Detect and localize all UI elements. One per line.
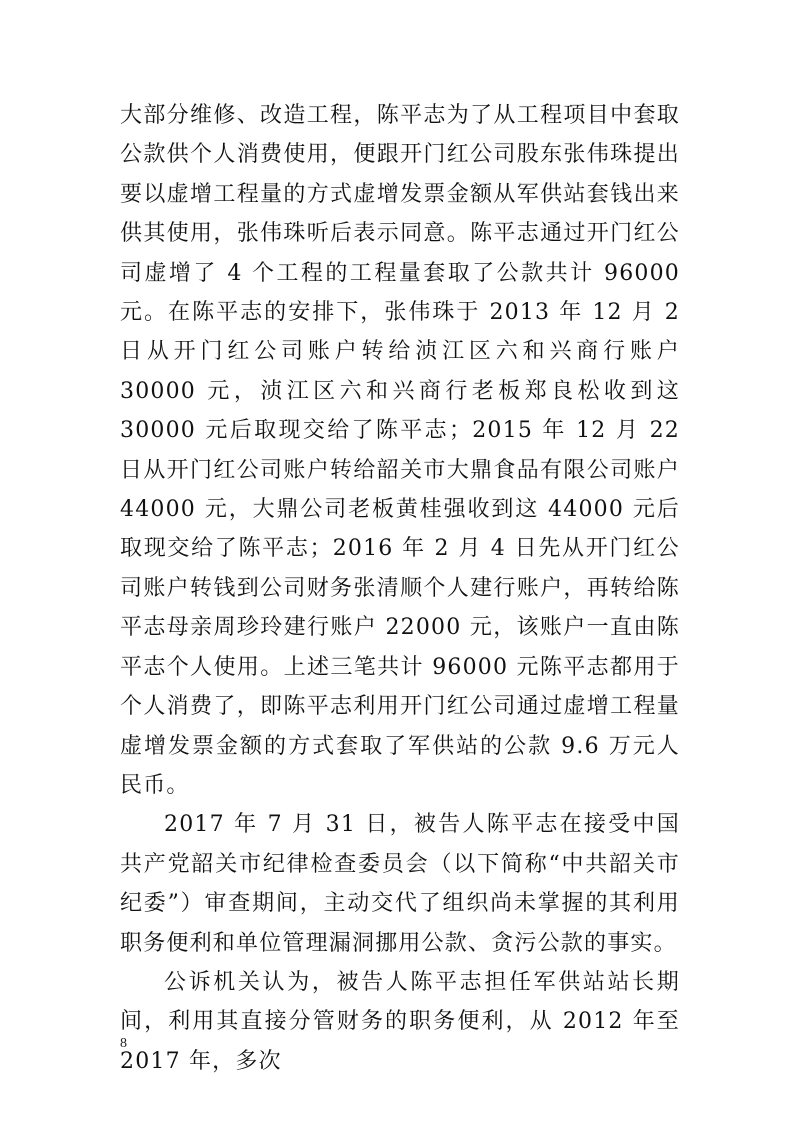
paragraph-prosecution: 公诉机关认为，被告人陈平志担任军供站站长期间，利用其直接分管财务的职务便利，从 2012 年至 2017 年，多次 — [120, 969, 680, 1074]
paragraph-confession: 2017 年 7 月 31 日，被告人陈平志在接受中国共产党韶关市纪律检查委员会（以下简称“中共韶关市纪委”）审查期间，主动交代了组织尚未掌握的其利用职务便利和单位管理漏洞挪用公款、贪污公款的事实。 — [120, 812, 680, 956]
page-number: 8 — [120, 1036, 127, 1051]
document-body — [120, 96, 680, 1081]
paragraph-continuation: 大部分维修、改造工程，陈平志为了从工程项目中套取公款供个人消费使用，便跟开门红公司股东张伟珠提出要以虚增工程量的方式虚增发票金额从军供站套钱出来供其使用，张伟珠听后表示同意。陈平志通过开门红公司虚增了 4 个工程的工程量套取了公款共计 96000 元。在陈平志的安排下，张伟珠于 2013 年 12 月 2 日从开门红公司账户转给浈江区六和兴商行账户 30000 元，浈江区六和兴商行老板郑良松收到这 30000 元后取现交给了陈平志；2015 年 12 月 22 日从开门红公司账户转给韶关市大鼎食品有限公司账户 44000 元，大鼎公司老板黄桂强收到这 44000 元后取现交给了陈平志；2016 年 2 月 4 日先从开门红公司账户转钱到公司财务张清顺个人建行账户，再转给陈平志母亲周珍玲建行账户 22000 元，该账户一直由陈平志个人使用。上述三笔共计 96000 元陈平志都用于个人消费了，即陈平志利用开门红公司通过虚增工程量虚增发票金额的方式套取了军供站的公款 9.6 万元人民币。 — [120, 103, 680, 798]
